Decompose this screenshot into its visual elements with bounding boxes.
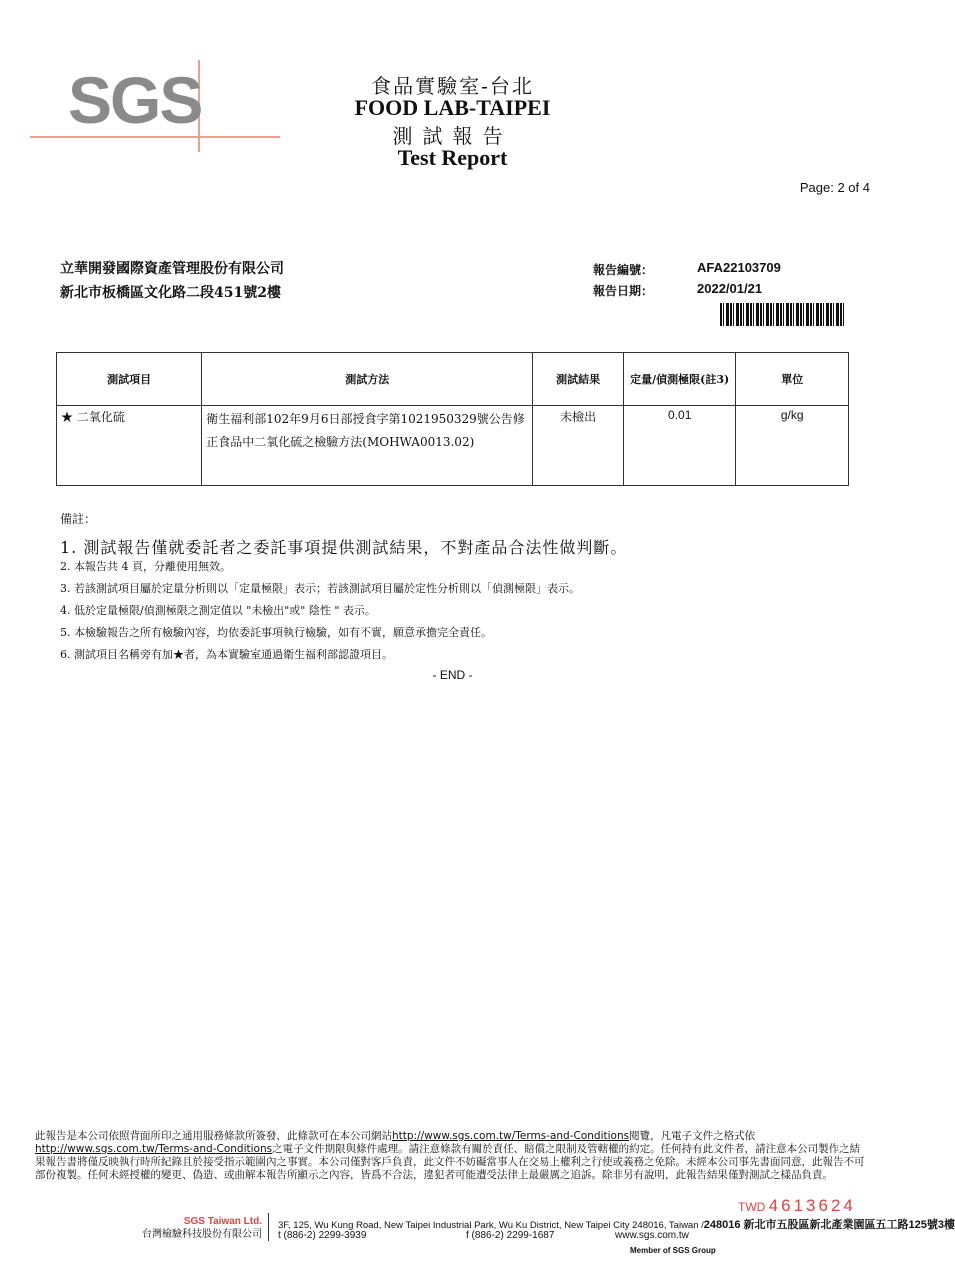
note-item: 5. 本檢驗報告之所有檢驗內容，均依委託事項執行檢驗，如有不實，願意承擔完全責任。: [60, 626, 492, 639]
disclaimer-text: 之電子文件期限與條件處理。請注意條款有關於責任、賠償之限制及管轄權的約定。任何持有此文件者，請注意本公司製作之結果報告書將僅反映執行時所紀錄且於接受指示範圍內之事實。本公司僅對客戶負責，此文件不妨礙當事人在交易上權利之行使或義務之免除。未經本公司事先書面同意，此報告不可部份複製。任何未經授權的變更、偽造、或曲解本報告所顯示之內容，皆爲不合法，違犯者可能遭受法律上最嚴厲之追訴。除非另有說明，此報告結果僅對測試之樣品負責。: [35, 1143, 865, 1181]
note-item: 1. 測試報告僅就委託者之委託事項提供測試結果，不對產品合法性做判斷。: [60, 538, 628, 557]
serial-value: 4613624: [768, 1196, 856, 1215]
footer-divider: [268, 1213, 269, 1241]
footer-member: Member of SGS Group: [630, 1246, 716, 1255]
footer-fax: f (886-2) 2299-1687: [466, 1230, 555, 1241]
report-number-label: 報告編號：: [593, 263, 654, 277]
address-zh: 248016 新北市五股區新北產業園區五工路125號3樓: [703, 1219, 955, 1231]
cell-item: ★ 二氧化硫: [57, 406, 202, 486]
col-header-unit: 單位: [736, 353, 849, 406]
footer-web[interactable]: www.sgs.com.tw: [615, 1230, 689, 1241]
report-title-zh: 測試報告: [392, 124, 513, 148]
report-date: 2022/01/21: [697, 281, 763, 296]
cell-limit: 0.01: [623, 406, 736, 486]
footer-tel: t (886-2) 2299-3939: [278, 1230, 367, 1241]
results-table: [56, 352, 849, 486]
client-name: 立華開發國際資產管理股份有限公司: [60, 261, 284, 277]
col-header-method: 測試方法: [202, 353, 533, 406]
table-header-row: [57, 353, 849, 406]
report-title-en: Test Report: [397, 145, 508, 170]
cell-unit: g/kg: [736, 406, 849, 486]
legal-disclaimer: [35, 1130, 865, 1182]
cell-method: 衛生福利部102年9月6日部授食字第1021950329號公告修正食品中二氧化硫之檢驗方法(MOHWA0013.02): [202, 406, 533, 486]
footer-company: [110, 1215, 262, 1241]
report-number: AFA22103709: [697, 260, 781, 275]
address-en: 3F, 125, Wu Kung Road, New Taipei Industrial Park, Wu Ku District, New Taipei City 248016, Taiwan /: [278, 1220, 704, 1231]
disclaimer-text: 此報告是本公司依照背面所印之通用服務條款所簽發，此條款可在本公司網站: [35, 1130, 392, 1142]
note-item: 4. 低於定量極限/偵測極限之測定值以 "未檢出"或" 陰性 " 表示。: [60, 604, 376, 617]
company-name-en: SGS Taiwan Ltd.: [183, 1216, 262, 1227]
serial-number: [738, 1196, 856, 1216]
lab-title-zh: 食品實驗室-台北: [371, 74, 534, 98]
cell-result: 未檢出: [533, 406, 624, 486]
lab-title-en: FOOD LAB-TAIPEI: [354, 95, 551, 120]
col-header-item: 測試項目: [57, 353, 202, 406]
terms-link[interactable]: http://www.sgs.com.tw/Terms-and-Conditions: [392, 1130, 630, 1142]
disclaimer-text: 閱覽，凡電子文件之格式依: [629, 1130, 756, 1142]
note-item: 3. 若該測試項目屬於定量分析則以「定量極限」表示；若該測試項目屬於定性分析則以「偵測極限」表示。: [60, 582, 580, 595]
report-date-label: 報告日期：: [593, 284, 654, 298]
end-marker: - END -: [432, 668, 473, 682]
page-number: Page: 2 of 4: [799, 180, 870, 195]
table-row: [57, 406, 849, 486]
note-item: 6. 測試項目名稱旁有加★者，為本實驗室通過衛生福利部認證項目。: [60, 648, 393, 661]
serial-prefix: TWD: [738, 1200, 766, 1214]
note-item: 2. 本報告共 4 頁，分離使用無效。: [60, 560, 231, 573]
company-name-zh: 台灣檢驗科技股份有限公司: [142, 1229, 262, 1240]
col-header-result: 測試結果: [533, 353, 624, 406]
terms-link[interactable]: http://www.sgs.com.tw/Terms-and-Conditions: [35, 1143, 273, 1155]
notes-title: 備註：: [60, 512, 97, 526]
barcode: [720, 303, 846, 326]
client-address: 新北市板橋區文化路二段451號2樓: [60, 285, 281, 301]
col-header-limit: 定量/偵測極限(註3): [623, 353, 736, 406]
logo-text: SGS: [68, 63, 202, 137]
